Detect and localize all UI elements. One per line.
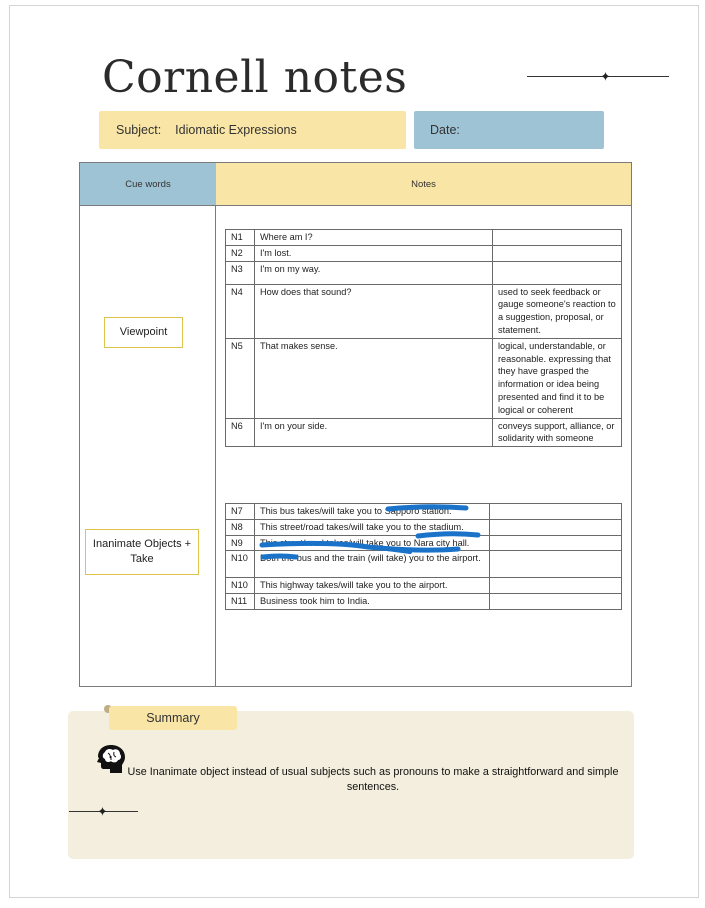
row-id: N9 <box>226 535 255 551</box>
notes-column-header: Notes <box>216 163 631 206</box>
table-row <box>226 284 622 338</box>
row-meaning <box>493 261 622 284</box>
row-phrase: Business took him to India. <box>255 594 490 610</box>
row-id: N11 <box>226 594 255 610</box>
row-phrase: This highway takes/will take you to the airport. <box>255 578 490 594</box>
table-row <box>226 504 622 520</box>
row-phrase: This bus takes/will take you to Sapporo station. <box>255 504 490 520</box>
subject-field[interactable] <box>99 111 406 149</box>
row-phrase: This street/road takes/will take you to the stadium. <box>255 519 490 535</box>
row-meaning <box>490 535 622 551</box>
row-meaning <box>493 230 622 246</box>
row-id: N2 <box>226 245 255 261</box>
expressions-table-inanimate <box>225 503 622 610</box>
row-phrase: Where am I? <box>255 230 493 246</box>
row-meaning <box>493 245 622 261</box>
summary-label: Summary <box>109 706 237 730</box>
page-title: Cornell notes <box>102 52 408 103</box>
row-meaning: logical, understandable, or reasonable. expressing that they have grasped the information or idea being presented and find it to be logical or coherent <box>493 338 622 418</box>
table-row <box>226 261 622 284</box>
cue-column-header: Cue words <box>80 163 216 206</box>
row-id: N8 <box>226 519 255 535</box>
subject-label: Subject: <box>116 123 162 137</box>
row-id: N7 <box>226 504 255 520</box>
row-id: N10 <box>226 551 255 578</box>
row-phrase: That makes sense. <box>255 338 493 418</box>
row-phrase: How does that sound? <box>255 284 493 338</box>
cue-inanimate-objects: Inanimate Objects + Take <box>85 529 199 575</box>
cue-viewpoint: Viewpoint <box>104 317 183 348</box>
row-id: N1 <box>226 230 255 246</box>
row-meaning <box>490 578 622 594</box>
row-phrase: I'm on my way. <box>255 261 493 284</box>
row-phrase: I'm on your side. <box>255 418 493 447</box>
table-row <box>226 245 622 261</box>
row-id: N5 <box>226 338 255 418</box>
date-label: Date: <box>430 123 460 137</box>
cue-column <box>80 163 216 686</box>
table-row <box>226 338 622 418</box>
table-row <box>226 578 622 594</box>
date-field[interactable] <box>414 111 604 149</box>
row-meaning <box>490 504 622 520</box>
table-row <box>226 594 622 610</box>
sparkle-icon: ✦ <box>600 69 611 84</box>
table-row <box>226 551 622 578</box>
row-meaning <box>490 594 622 610</box>
summary-text: Use Inanimate object instead of usual subjects such as pronouns to make a straightforward and simple sentences. <box>127 766 619 793</box>
row-meaning: used to seek feedback or gauge someone's reaction to a suggestion, proposal, or statement. <box>493 284 622 338</box>
table-row <box>226 418 622 447</box>
row-id: N3 <box>226 261 255 284</box>
expressions-table-viewpoint <box>225 229 622 447</box>
table-row <box>226 535 622 551</box>
row-id: N4 <box>226 284 255 338</box>
row-phrase: This street/road takes/will take you to Nara city hall. <box>255 535 490 551</box>
sparkle-icon: ✦ <box>97 804 108 819</box>
row-id: N10 <box>226 578 255 594</box>
subject-value: Idiomatic Expressions <box>175 123 297 137</box>
row-phrase: Both the bus and the train (will take) you to the airport. <box>255 551 490 578</box>
table-row <box>226 519 622 535</box>
row-meaning <box>490 519 622 535</box>
row-meaning: conveys support, alliance, or solidarity with someone <box>493 418 622 447</box>
row-phrase: I'm lost. <box>255 245 493 261</box>
table-row <box>226 230 622 246</box>
decorative-line <box>527 76 669 77</box>
row-id: N6 <box>226 418 255 447</box>
row-meaning <box>490 551 622 578</box>
